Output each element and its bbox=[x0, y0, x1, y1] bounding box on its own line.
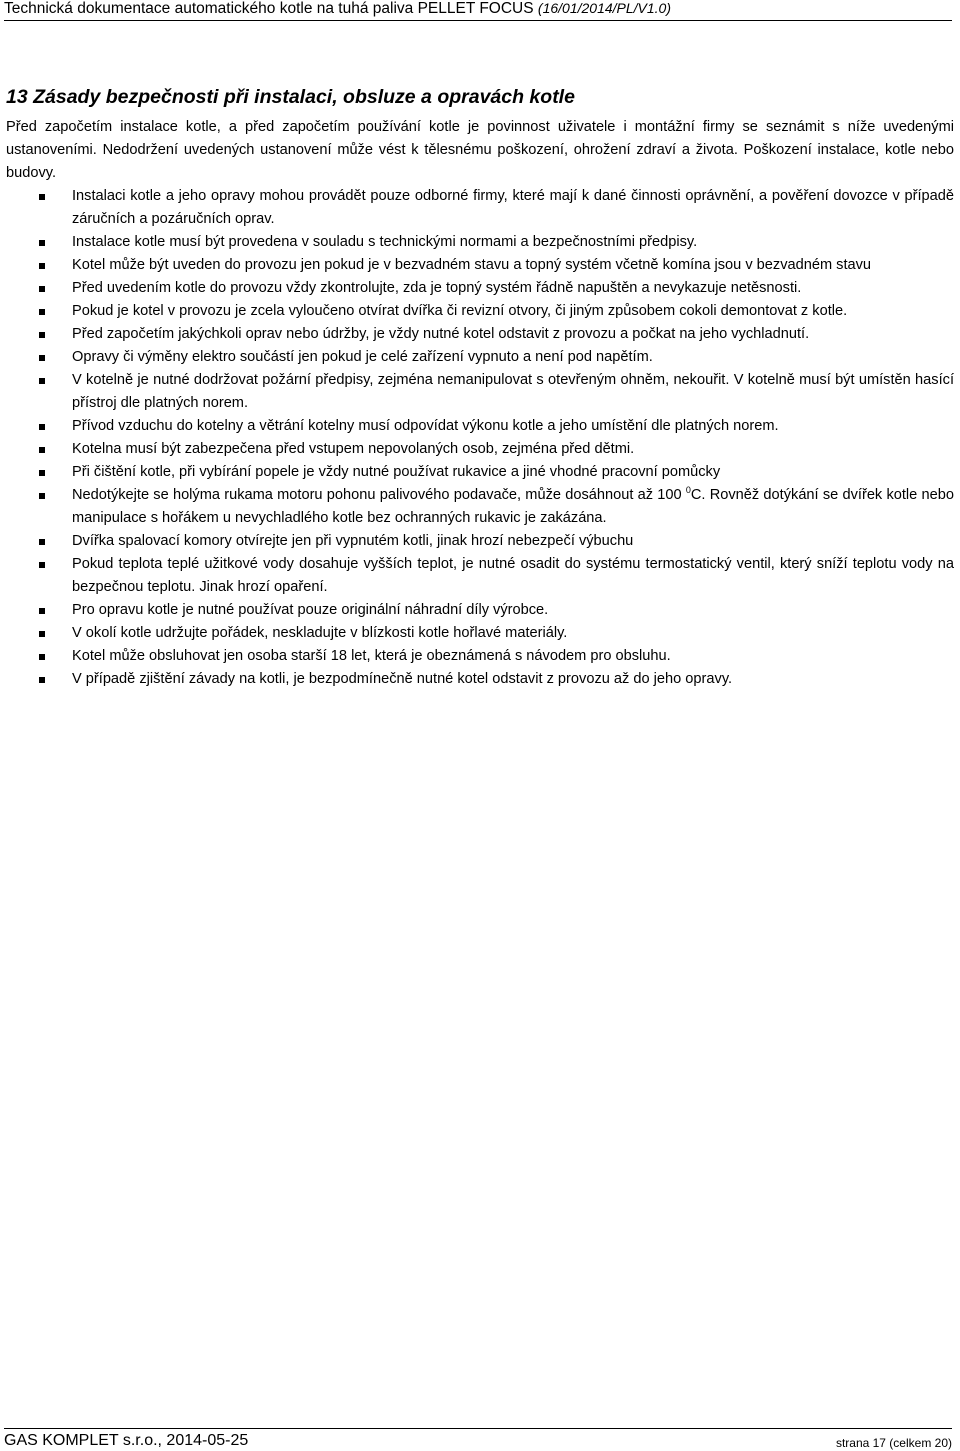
list-item-text: V případě zjištění závady na kotli, je bezpodmínečně nutné kotel odstavit z provozu až do jeho opravy. bbox=[72, 671, 733, 687]
list-item-text: Kotelna musí být zabezpečena před vstupem nepovolaných osob, zejména před dětmi. bbox=[72, 441, 635, 457]
list-item bbox=[6, 461, 954, 484]
square-bullet-icon bbox=[39, 240, 45, 246]
list-item bbox=[6, 185, 954, 231]
intro-paragraph: Před započetím instalace kotle, a před započetím používání kotle je povinnost uživatele i montážní firmy se seznámit s níže uvedenými ustanoveními. Nedodržení uvedených ustanovení může vést k tělesnému poškození, ohrožení zdraví a života. Poškození instalace, kotle nebo budovy. bbox=[6, 119, 954, 181]
square-bullet-icon bbox=[39, 309, 45, 315]
list-item bbox=[6, 599, 954, 622]
square-bullet-icon bbox=[39, 332, 45, 338]
list-item-text: Kotel může být uveden do provozu jen pokud je v bezvadném stavu a topný systém včetně komína jsou v bezvadném stavu bbox=[72, 257, 872, 273]
square-bullet-icon bbox=[39, 355, 45, 361]
list-item bbox=[6, 553, 954, 599]
square-bullet-icon bbox=[39, 378, 45, 384]
footer-page-number: strana 17 (celkem 20) bbox=[835, 1436, 952, 1450]
list-item bbox=[6, 484, 954, 530]
list-item bbox=[6, 231, 954, 254]
list-item-text: Pro opravu kotle je nutné používat pouze originální náhradní díly výrobce. bbox=[72, 602, 549, 618]
list-item bbox=[6, 346, 954, 369]
list-item-text: Instalace kotle musí být provedena v souladu s technickými normami a bezpečnostními předpisy. bbox=[72, 234, 698, 250]
square-bullet-icon bbox=[39, 263, 45, 269]
list-item bbox=[6, 645, 954, 668]
section-title: 13 Zásady bezpečnosti při instalaci, obsluze a opravách kotle bbox=[6, 86, 575, 108]
list-item-text: Pokud je kotel v provozu je zcela vyloučeno otvírat dvířka či revizní otvory, či jiným způsobem cokoli demontovat z kotle. bbox=[72, 303, 848, 319]
square-bullet-icon bbox=[39, 631, 45, 637]
list-item-text: Opravy či výměny elektro součástí jen pokud je celé zařízení vypnuto a není pod napětím. bbox=[72, 349, 653, 365]
list-item bbox=[6, 277, 954, 300]
list-item-text: V kotelně je nutné dodržovat požární předpisy, zejména nemanipulovat s otevřeným ohněm, nekouřit. V kotelně musí být umístěn hasící přístroj dle platných norem. bbox=[72, 372, 954, 411]
superscript-degree: 0 bbox=[685, 485, 691, 495]
list-item-text-after: C. Rovněž dotýkání se dvířek kotle nebo manipulace s hořákem u nevychladlého kotle bez ochranných rukavic je zakázána. bbox=[72, 487, 954, 526]
list-item-text: Kotel může obsluhovat jen osoba starší 18 let, která je obeznámená s návodem pro obsluhu. bbox=[72, 648, 671, 664]
square-bullet-icon bbox=[39, 447, 45, 453]
square-bullet-icon bbox=[39, 608, 45, 614]
document-version: (16/01/2014/PL/V1.0) bbox=[537, 0, 672, 16]
list-item-text: Při čištění kotle, při vybírání popele je vždy nutné používat rukavice a jiné vhodné pracovní pomůcky bbox=[72, 464, 721, 480]
square-bullet-icon bbox=[39, 194, 45, 200]
list-item-text: V okolí kotle udržujte pořádek, neskladujte v blízkosti kotle hořlavé materiály. bbox=[72, 625, 568, 641]
list-item-text: Instalaci kotle a jeho opravy mohou provádět pouze odborné firmy, které mají k dané činnosti oprávnění, a pověření dovozce v případě záručních a pozáručních oprav. bbox=[72, 188, 954, 227]
list-item bbox=[6, 254, 954, 277]
page-footer bbox=[4, 1428, 952, 1451]
square-bullet-icon bbox=[39, 470, 45, 476]
document-title: Technická dokumentace automatického kotle na tuhá paliva PELLET FOCUS bbox=[4, 0, 534, 17]
list-item bbox=[6, 323, 954, 346]
list-item-text-before: Nedotýkejte se holýma rukama motoru pohonu palivového podavače, může dosáhnout až 100 bbox=[72, 487, 686, 503]
square-bullet-icon bbox=[39, 677, 45, 683]
list-item bbox=[6, 369, 954, 415]
square-bullet-icon bbox=[39, 654, 45, 660]
page-header bbox=[4, 0, 952, 21]
list-item-text: Pokud teplota teplé užitkové vody dosahuje vyšších teplot, je nutné osadit do systému termostatický ventil, který sníží teplotu vody na bezpečnou teplotu. Jinak hrozí opaření. bbox=[72, 556, 954, 595]
square-bullet-icon bbox=[39, 286, 45, 292]
safety-rules-list bbox=[6, 185, 954, 691]
square-bullet-icon bbox=[39, 424, 45, 430]
list-item-text: Před započetím jakýchkoli oprav nebo údržby, je vždy nutné kotel odstavit z provozu a počkat na jeho vychladnutí. bbox=[72, 326, 810, 342]
list-item bbox=[6, 300, 954, 323]
section-content bbox=[6, 116, 954, 691]
list-item bbox=[6, 530, 954, 553]
footer-company-date: GAS KOMPLET s.r.o., 2014-05-25 bbox=[4, 1432, 249, 1449]
list-item bbox=[6, 438, 954, 461]
square-bullet-icon bbox=[39, 493, 45, 499]
square-bullet-icon bbox=[39, 562, 45, 568]
list-item-text: Přívod vzduchu do kotelny a větrání kotelny musí odpovídat výkonu kotle a jeho umístění dle platných norem. bbox=[72, 418, 779, 434]
list-item bbox=[6, 668, 954, 691]
square-bullet-icon bbox=[39, 539, 45, 545]
list-item bbox=[6, 622, 954, 645]
list-item-text: Před uvedením kotle do provozu vždy zkontrolujte, zda je topný systém řádně napuštěn a nevykazuje netěsnosti. bbox=[72, 280, 802, 296]
list-item bbox=[6, 415, 954, 438]
list-item-text: Dvířka spalovací komory otvírejte jen při vypnutém kotli, jinak hrozí nebezpečí výbuchu bbox=[72, 533, 634, 549]
